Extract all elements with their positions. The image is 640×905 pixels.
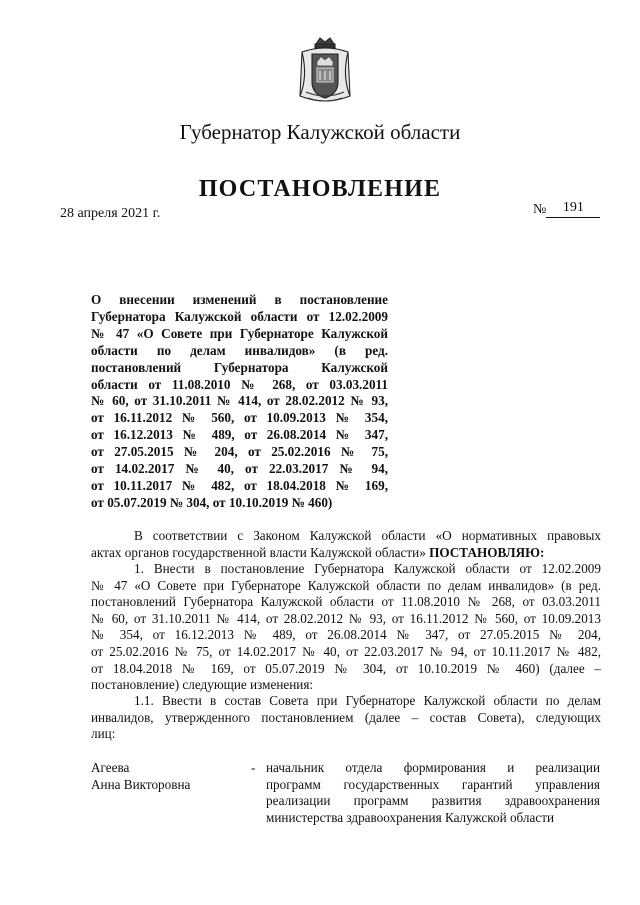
title-line: О внесении изменений в постановление [91, 292, 388, 307]
title-line: от 05.07.2019 № 304, от 10.10.2019 № 460) [91, 494, 333, 510]
title-line: от 16.12.2013 № 489, от 26.08.2014 № 347, [91, 427, 388, 443]
title-line: от 27.05.2015 № 204, от 25.02.2016 № 75, [91, 444, 388, 460]
title-line: от 16.11.2012 № 560, от 10.09.2013 № 354, [91, 410, 388, 426]
decree-keyword: ПОСТАНОВЛЯЮ: [429, 544, 545, 560]
member-name [91, 760, 190, 793]
title-line: от 10.11.2017 № 482, от 18.04.2018 № 169, [91, 477, 388, 493]
title-line: области от 11.08.2010 № 268, от 03.03.2011 [91, 376, 388, 392]
role-line: программ государственных гарантий управления [266, 776, 600, 792]
document-type-heading: ПОСТАНОВЛЕНИЕ [198, 176, 442, 202]
clause-1-paragraph [91, 561, 601, 694]
clause-1-1-paragraph [91, 693, 601, 743]
document-number [533, 200, 600, 218]
number-value: 191 [546, 200, 600, 218]
number-sign-label: № [533, 202, 547, 217]
clause-line: инвалидов, утвержденного постановлением (далее – состав Совета), следующих [91, 709, 601, 725]
preamble-text: актах органов государственной власти Калужской области» [91, 544, 426, 560]
clause-line: 1. Внести в постановление Губернатора Калужской области от 12.02.2009 [134, 561, 601, 576]
title-line: области по делам инвалидов» (в ред. [91, 342, 388, 358]
title-line: № 60, от 31.10.2011 № 414, от 28.02.2012 № 93, [91, 393, 388, 409]
member-dash: - [251, 760, 256, 775]
preamble-line [91, 545, 601, 562]
clause-line: № 47 «О Совете при Губернаторе Калужской области по делам инвалидов» (в ред. [91, 577, 601, 593]
clause-line: от 25.02.2016 № 75, от 14.02.2017 № 40, от 22.03.2017 № 94, от 10.11.2017 № 482, [91, 643, 601, 659]
issuing-authority: Губернатор Калужской области [179, 120, 461, 144]
role-line: начальник отдела формирования и реализации [266, 760, 600, 775]
title-line: постановлений Губернатора Калужской [91, 359, 388, 375]
coat-of-arms-emblem [296, 36, 354, 108]
preamble-paragraph [91, 528, 601, 561]
clause-line: лиц: [91, 726, 116, 742]
document-title [91, 292, 388, 512]
member-role [266, 760, 600, 826]
title-line: № 47 «О Совете при Губернаторе Калужской [91, 325, 388, 341]
clause-line: постановление) следующие изменения: [91, 677, 314, 693]
clause-line: от 18.04.2018 № 169, от 05.07.2019 № 304, от 10.10.2019 № 460) (далее – [91, 660, 601, 676]
role-line: реализации программ развития здравоохранения [266, 793, 600, 809]
clause-line: № 60, от 31.10.2011 № 414, от 28.02.2012 № 93, от 16.11.2012 № 560, от 10.09.2013 [91, 610, 601, 626]
document-date: 28 апреля 2021 г. [60, 206, 161, 221]
clause-line: № 354, от 16.12.2013 № 489, от 26.08.2014 № 347, от 27.05.2015 № 204, [91, 627, 601, 643]
title-line: Губернатора Калужской области от 12.02.2009 [91, 308, 388, 324]
member-surname: Агеева [91, 760, 130, 775]
title-line: от 14.02.2017 № 40, от 22.03.2017 № 94, [91, 461, 388, 477]
preamble-line: В соответствии с Законом Калужской области «О нормативных правовых [134, 528, 601, 543]
clause-line: 1.1. Ввести в состав Совета при Губернаторе Калужской области по делам [134, 693, 601, 708]
member-given-names: Анна Викторовна [91, 776, 191, 792]
role-line: министерства здравоохранения Калужской области [266, 809, 555, 825]
clause-line: постановлений Губернатора Калужской области от 11.08.2010 № 268, от 03.03.2011 [91, 594, 601, 610]
